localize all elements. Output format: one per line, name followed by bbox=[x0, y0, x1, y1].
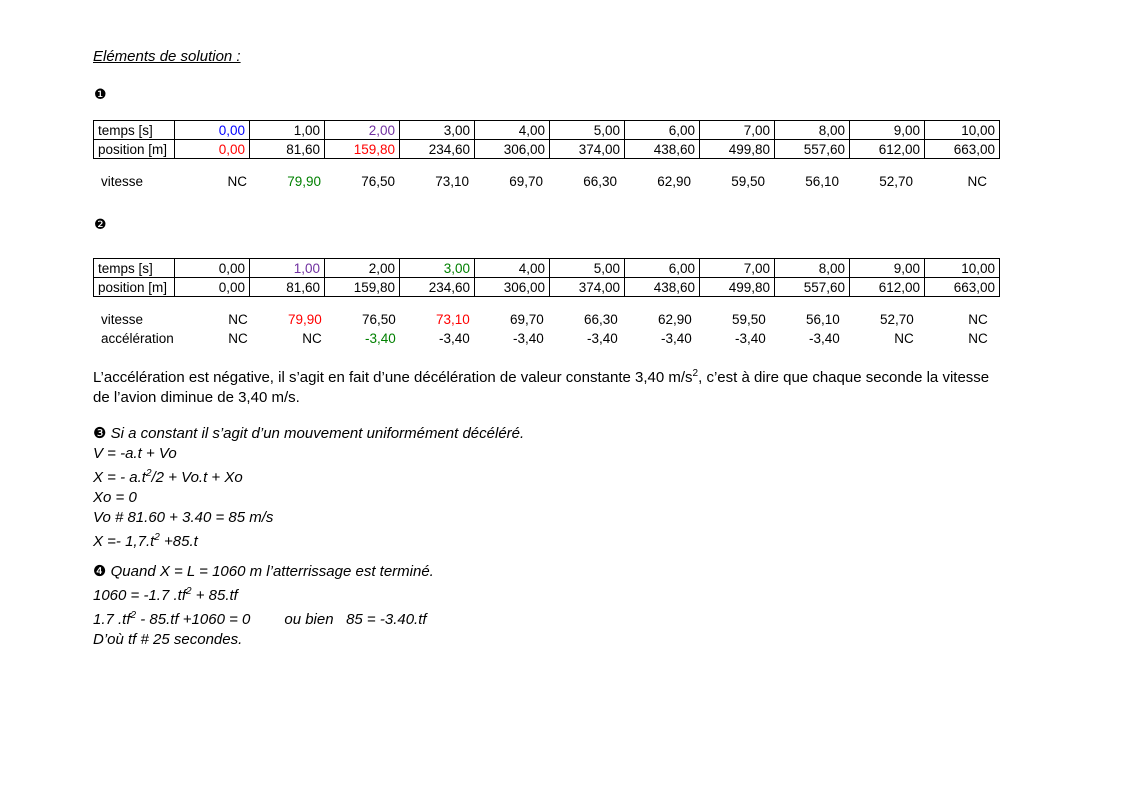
table-cell: 234,60 bbox=[400, 278, 475, 297]
answer-4-line-1b: + 85.tf bbox=[191, 587, 238, 604]
table-cell: 438,60 bbox=[625, 140, 700, 159]
table-cell: NC bbox=[227, 174, 247, 189]
table-cell: 69,70 bbox=[509, 174, 543, 189]
paragraph-acceleration-part1: L’accélération est négative, il s’agit en fait d’une décélération de valeur constante 3,40 m/s bbox=[93, 369, 693, 386]
table-cell: 4,00 bbox=[475, 259, 550, 278]
row-label: vitesse bbox=[101, 312, 144, 327]
table-cell: 0,00 bbox=[175, 278, 250, 297]
table-cell: -3,40 bbox=[513, 331, 544, 346]
table-cell: 374,00 bbox=[550, 140, 625, 159]
paragraph-acceleration-part2: , c’est à dire que chaque seconde la vitesse de l’avion diminue de 3,40 m/s. bbox=[93, 369, 990, 406]
table-row bbox=[93, 310, 992, 329]
table-cell: 663,00 bbox=[925, 140, 1000, 159]
page-title: Eléments de solution : bbox=[93, 48, 241, 65]
table-cell: 59,50 bbox=[732, 312, 766, 327]
table-cell: 5,00 bbox=[550, 259, 625, 278]
table-cell: 9,00 bbox=[850, 121, 925, 140]
table-cell: NC bbox=[302, 331, 322, 346]
row-label: vitesse bbox=[101, 174, 144, 189]
table-cell: -3,40 bbox=[439, 331, 470, 346]
table-cell: 2,00 bbox=[325, 259, 400, 278]
table-cell: 9,00 bbox=[850, 259, 925, 278]
table-cell: 3,00 bbox=[400, 121, 475, 140]
table-cell: 0,00 bbox=[175, 259, 250, 278]
table-cell: 663,00 bbox=[925, 278, 1000, 297]
table-cell: 612,00 bbox=[850, 278, 925, 297]
table-cell: 438,60 bbox=[625, 278, 700, 297]
answer-3-line-5a: X =- 1,7.t bbox=[93, 533, 155, 550]
table-cell: 1,00 bbox=[250, 121, 325, 140]
table-cell: 79,90 bbox=[288, 312, 322, 327]
answer-3-line-5 bbox=[93, 528, 524, 552]
table-cell: 76,50 bbox=[361, 174, 395, 189]
table-cell: -3,40 bbox=[735, 331, 766, 346]
table-cell: 8,00 bbox=[775, 259, 850, 278]
answer-4-line-1 bbox=[93, 582, 434, 606]
table-cell: 73,10 bbox=[436, 312, 470, 327]
table-cell: 0,00 bbox=[175, 140, 250, 159]
section-marker-3: ❸ bbox=[93, 424, 107, 442]
table-cell: 6,00 bbox=[625, 121, 700, 140]
table-cell: 81,60 bbox=[250, 278, 325, 297]
table-cell: 374,00 bbox=[550, 278, 625, 297]
row-label: temps [s] bbox=[94, 121, 175, 140]
table-cell: 306,00 bbox=[475, 278, 550, 297]
answer-3-title: Si a constant il s’agit d’un mouvement uniformément décéléré. bbox=[106, 425, 525, 442]
table-row bbox=[93, 172, 991, 191]
table-cell: -3,40 bbox=[587, 331, 618, 346]
table-cell: NC bbox=[967, 174, 987, 189]
table-cell: -3,40 bbox=[661, 331, 692, 346]
section-marker-2: ❷ bbox=[94, 217, 107, 233]
answer-4-title-line bbox=[93, 561, 434, 582]
table-cell: NC bbox=[228, 331, 248, 346]
table-cell: 557,60 bbox=[775, 278, 850, 297]
table-cell: NC bbox=[968, 331, 988, 346]
answer-3-line-2b: /2 + Vo.t + Xo bbox=[151, 469, 243, 486]
answer-3-line-5-exponent: 2 bbox=[154, 532, 160, 543]
table-cell: 7,00 bbox=[700, 121, 775, 140]
answer-4-line-3: D’où tf # 25 secondes. bbox=[93, 631, 243, 648]
answer-block-3 bbox=[93, 423, 524, 552]
table-cell: NC bbox=[894, 331, 914, 346]
answer-4-line-2-exponent: 2 bbox=[130, 610, 137, 621]
table-question-1-vitesse bbox=[93, 172, 991, 191]
table-cell: 81,60 bbox=[250, 140, 325, 159]
table-row bbox=[94, 259, 1000, 278]
paragraph-acceleration-exponent: 2 bbox=[692, 368, 699, 379]
table-row bbox=[93, 329, 992, 348]
row-label: position [m] bbox=[94, 278, 175, 297]
table-cell: 2,00 bbox=[325, 121, 400, 140]
answer-4-line-2b: - 85.tf +1060 = 0 bbox=[136, 611, 251, 628]
table-cell: 5,00 bbox=[550, 121, 625, 140]
row-label: position [m] bbox=[94, 140, 175, 159]
answer-4-line-2a: 1.7 .tf bbox=[93, 611, 131, 628]
table-cell: 557,60 bbox=[775, 140, 850, 159]
row-label: temps [s] bbox=[94, 259, 175, 278]
table-cell: 10,00 bbox=[925, 121, 1000, 140]
table-cell: 1,00 bbox=[250, 259, 325, 278]
answer-3-line-2-exponent: 2 bbox=[145, 468, 152, 479]
answer-4-title: Quand X = L = 1060 m l’atterrissage est terminé. bbox=[106, 563, 434, 580]
table-row bbox=[94, 121, 1000, 140]
row-label: accélération bbox=[101, 331, 174, 346]
section-marker-4: ❹ bbox=[93, 562, 107, 580]
paragraph-acceleration bbox=[93, 364, 998, 408]
table-cell: 7,00 bbox=[700, 259, 775, 278]
table-cell: NC bbox=[228, 312, 248, 327]
table-cell: 612,00 bbox=[850, 140, 925, 159]
table-cell: 56,10 bbox=[806, 312, 840, 327]
table-question-1 bbox=[93, 120, 1000, 159]
table-row bbox=[94, 278, 1000, 297]
table-cell: 8,00 bbox=[775, 121, 850, 140]
table-cell: 62,90 bbox=[657, 174, 691, 189]
table-cell: 66,30 bbox=[583, 174, 617, 189]
table-cell: 52,70 bbox=[880, 312, 914, 327]
table-cell: 0,00 bbox=[175, 121, 250, 140]
table-question-2 bbox=[93, 258, 1000, 297]
table-cell: 3,00 bbox=[400, 259, 475, 278]
table-cell: -3,40 bbox=[365, 331, 396, 346]
table-cell: 62,90 bbox=[658, 312, 692, 327]
answer-block-4 bbox=[93, 561, 434, 650]
table-cell: NC bbox=[968, 312, 988, 327]
answer-4-line-1-exponent: 2 bbox=[185, 586, 192, 597]
table-cell: 66,30 bbox=[584, 312, 618, 327]
table-cell: 59,50 bbox=[731, 174, 765, 189]
answer-4-line-1a: 1060 = -1.7 .tf bbox=[93, 587, 186, 604]
answer-3-line-5b: +85.t bbox=[159, 533, 198, 550]
table-cell: 234,60 bbox=[400, 140, 475, 159]
answer-3-line-3: Xo = 0 bbox=[93, 489, 137, 506]
table-cell: 159,80 bbox=[325, 278, 400, 297]
answer-3-line-2a: X = - a.t bbox=[93, 469, 146, 486]
section-marker-1: ❶ bbox=[94, 87, 107, 103]
table-cell: 499,80 bbox=[700, 278, 775, 297]
table-cell: 10,00 bbox=[925, 259, 1000, 278]
table-cell: 52,70 bbox=[879, 174, 913, 189]
answer-4-line-2c: ou bien 85 = -3.40.tf bbox=[284, 611, 427, 628]
table-cell: -3,40 bbox=[809, 331, 840, 346]
answer-3-line-1: V = -a.t + Vo bbox=[93, 445, 177, 462]
table-cell: 159,80 bbox=[325, 140, 400, 159]
answer-3-line-4: Vo # 81.60 + 3.40 = 85 m/s bbox=[93, 509, 274, 526]
table-cell: 306,00 bbox=[475, 140, 550, 159]
answer-3-line-2 bbox=[93, 464, 524, 488]
table-cell: 56,10 bbox=[805, 174, 839, 189]
answer-3-title-line bbox=[93, 423, 524, 444]
table-cell: 76,50 bbox=[362, 312, 396, 327]
answer-4-line-2 bbox=[93, 606, 434, 630]
table-question-2-vitesse-acceleration bbox=[93, 310, 992, 348]
table-row bbox=[94, 140, 1000, 159]
table-cell: 4,00 bbox=[475, 121, 550, 140]
table-cell: 499,80 bbox=[700, 140, 775, 159]
table-cell: 69,70 bbox=[510, 312, 544, 327]
table-cell: 79,90 bbox=[287, 174, 321, 189]
table-cell: 73,10 bbox=[435, 174, 469, 189]
table-cell: 6,00 bbox=[625, 259, 700, 278]
